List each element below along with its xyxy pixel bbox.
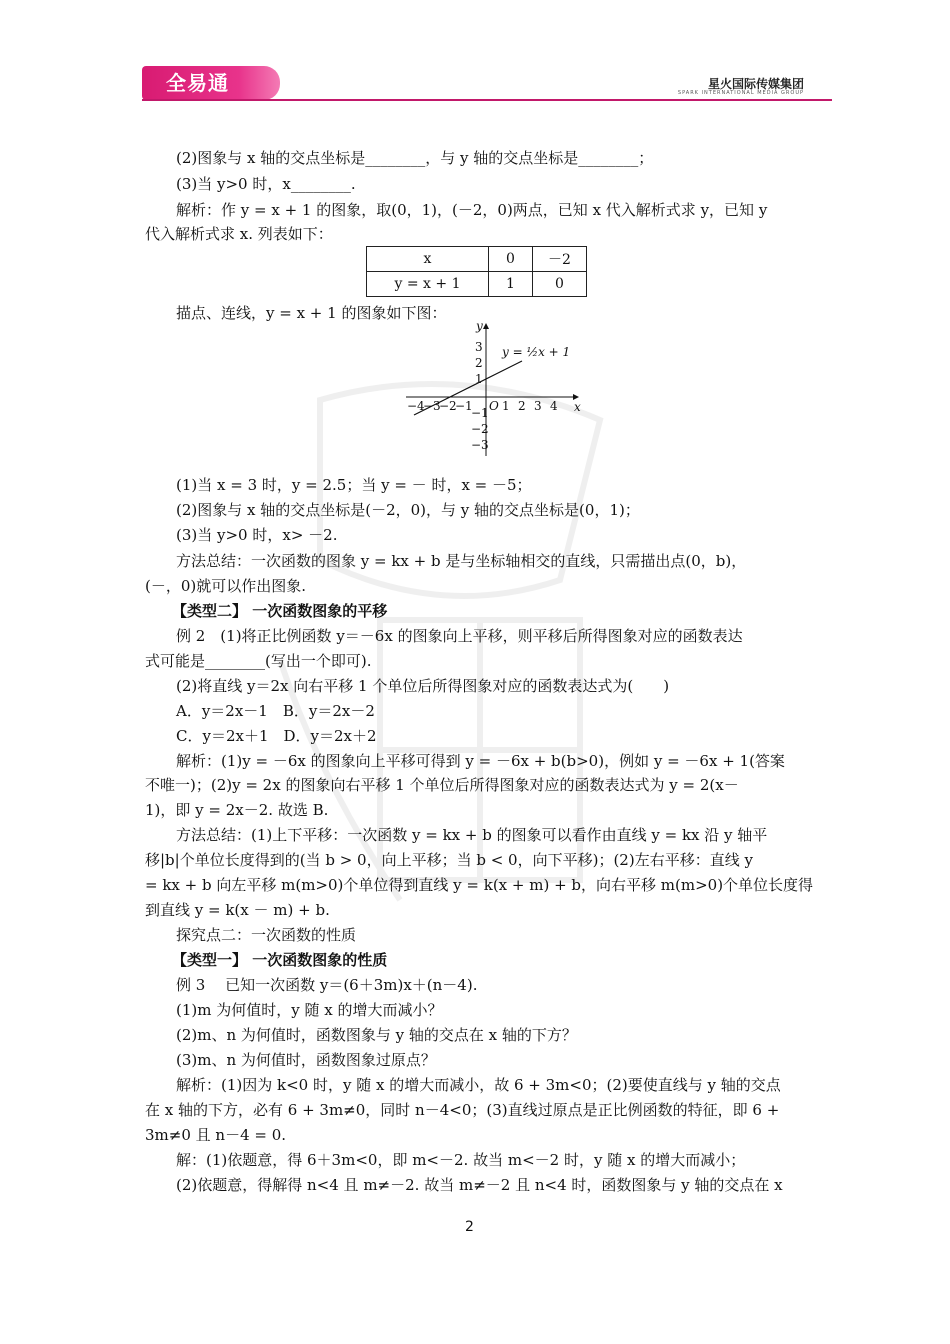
x-tick: −4 [407,399,425,413]
analysis-line: 不唯一)；(2)y = 2x 的图象向右平移 1 个单位后所得图象对应的函数表达式为 y = 2(x－ [145,776,739,794]
page-number: 2 [465,1219,474,1235]
y-tick: 2 [475,356,483,370]
analysis-line: 3m≠0 且 n－4 = 0. [145,1126,287,1144]
origin-label: O [489,399,499,413]
x-tick: 2 [518,399,526,413]
method-summary: 移|b|个单位长度得到的(当 b > 0，向上平移；当 b < 0，向下平移)；(2)左右平移：直线 y [145,851,753,869]
solution-line: (2)依题意，得解得 n<4 且 m≠－2. 故当 m≠－2 且 n<4 时，函数图象与 y 轴的交点在 x [176,1176,783,1194]
y-tick: −3 [471,438,489,452]
answer-line: (3)当 y>0 时，x> －2. [176,526,338,544]
x-axis-label: x [574,400,581,414]
example-3-question: (2)m、n 为何值时，函数图象与 y 轴的交点在 x 轴的下方？ [176,1026,577,1044]
example-3-text: 例 3 已知一次函数 y＝(6＋3m)x＋(n－4). [176,976,478,994]
choice-line: A．y＝2x－1 B．y＝2x－2 [176,702,375,720]
plot-instruction: 描点、连线，y = x + 1 的图象如下图： [176,304,447,322]
example-2-text: 例 2 (1)将正比例函数 y＝－6x 的图象向上平移，则平移后所得图象对应的函数表达 [176,627,743,645]
brand-logo: 全易通 [142,66,280,100]
section-heading: 【类型一】 一次函数图象的性质 [172,951,388,969]
example-3-question: (1)m 为何值时，y 随 x 的增大而减小？ [176,1001,443,1019]
method-summary: 到直线 y = k(x － m) + b. [145,901,330,919]
x-tick: −2 [439,399,457,413]
x-tick: 3 [534,399,542,413]
example-3-question: (3)m、n 为何值时，函数图象过原点？ [176,1051,436,1069]
y-tick: 3 [475,340,483,354]
x-tick: 4 [550,399,558,413]
table-cell: 0 [533,272,587,297]
solution-line: 解：(1)依题意，得 6＋3m<0，即 m<－2. 故当 m<－2 时，y 随 x 的增大而减小； [176,1151,746,1169]
y-tick: 1 [475,372,483,386]
table-cell: x [367,247,489,272]
y-tick: −1 [471,406,489,420]
section-heading: 【类型二】 一次函数图象的平移 [172,602,388,620]
analysis-line: 在 x 轴的下方，必有 6 + 3m≠0，同时 n－4<0；(3)直线过原点是正比例函数的特征，即 6 + [145,1101,780,1119]
company-name: 星火国际传媒集团 [707,77,804,91]
question-part-2: (2)图象与 x 轴的交点坐标是________，与 y 轴的交点坐标是________； [176,149,654,167]
analysis-line: 1)，即 y = 2x－2. 故选 B. [145,801,329,819]
table-cell: 0 [489,247,533,272]
question-part-3: (3)当 y>0 时，x________. [176,175,356,193]
x-tick: 1 [502,399,510,413]
x-tick: −1 [455,399,473,413]
y-axis-label: y [476,319,483,333]
method-summary: 方法总结：(1)上下平移：一次函数 y = kx + b 的图象可以看作由直线 y = kx 沿 y 轴平 [176,826,768,844]
table-row [367,247,587,272]
table-cell: y = x + 1 [367,272,489,297]
method-summary: 方法总结：一次函数的图象 y = kx + b 是与坐标轴相交的直线，只需描出点(0，b)， [176,552,747,570]
choice-line: C．y＝2x＋1 D．y＝2x＋2 [176,727,377,745]
company-name-english: SPARK INTERNATIONAL MEDIA GROUP [677,90,804,96]
answer-line: (1)当 x = 3 时，y = 2.5；当 y = － 时，x = －5； [176,476,532,494]
y-tick: −2 [471,422,489,436]
method-summary: (－，0)就可以作出图象. [145,577,307,595]
method-summary: = kx + b 向左平移 m(m>0)个单位得到直线 y = k(x + m) + b，向右平移 m(m>0)个单位长度得 [145,876,814,894]
table-cell: －2 [533,247,587,272]
example-2-part-2: (2)将直线 y＝2x 向右平移 1 个单位后所得图象对应的函数表达式为( ) [176,677,670,695]
header-divider [142,99,832,101]
analysis-line: 解析：(1)y = －6x 的图象向上平移可得到 y = －6x + b(b>0)，例如 y = －6x + 1(答案 [176,752,785,770]
value-table [366,246,587,297]
explore-point-title: 探究点二：一次函数的性质 [176,926,357,944]
table-cell: 1 [489,272,533,297]
analysis-line: 代入解析式求 x. 列表如下： [145,225,333,243]
table-row [367,272,587,297]
analysis-line: 解析：作 y = x + 1 的图象，取(0，1)，(－2，0)两点，已知 x 代入解析式求 y，已知 y [176,201,768,219]
analysis-line: 解析：(1)因为 k<0 时，y 随 x 的增大而减小，故 6 + 3m<0；(2)要使直线与 y 轴的交点 [176,1076,781,1094]
x-tick: −3 [423,399,441,413]
line-label: y = ½x + 1 [502,345,571,359]
example-2-text: 式可能是________(写出一个即可). [145,652,372,670]
answer-line: (2)图象与 x 轴的交点坐标是(－2，0)，与 y 轴的交点坐标是(0，1)； [176,501,640,519]
